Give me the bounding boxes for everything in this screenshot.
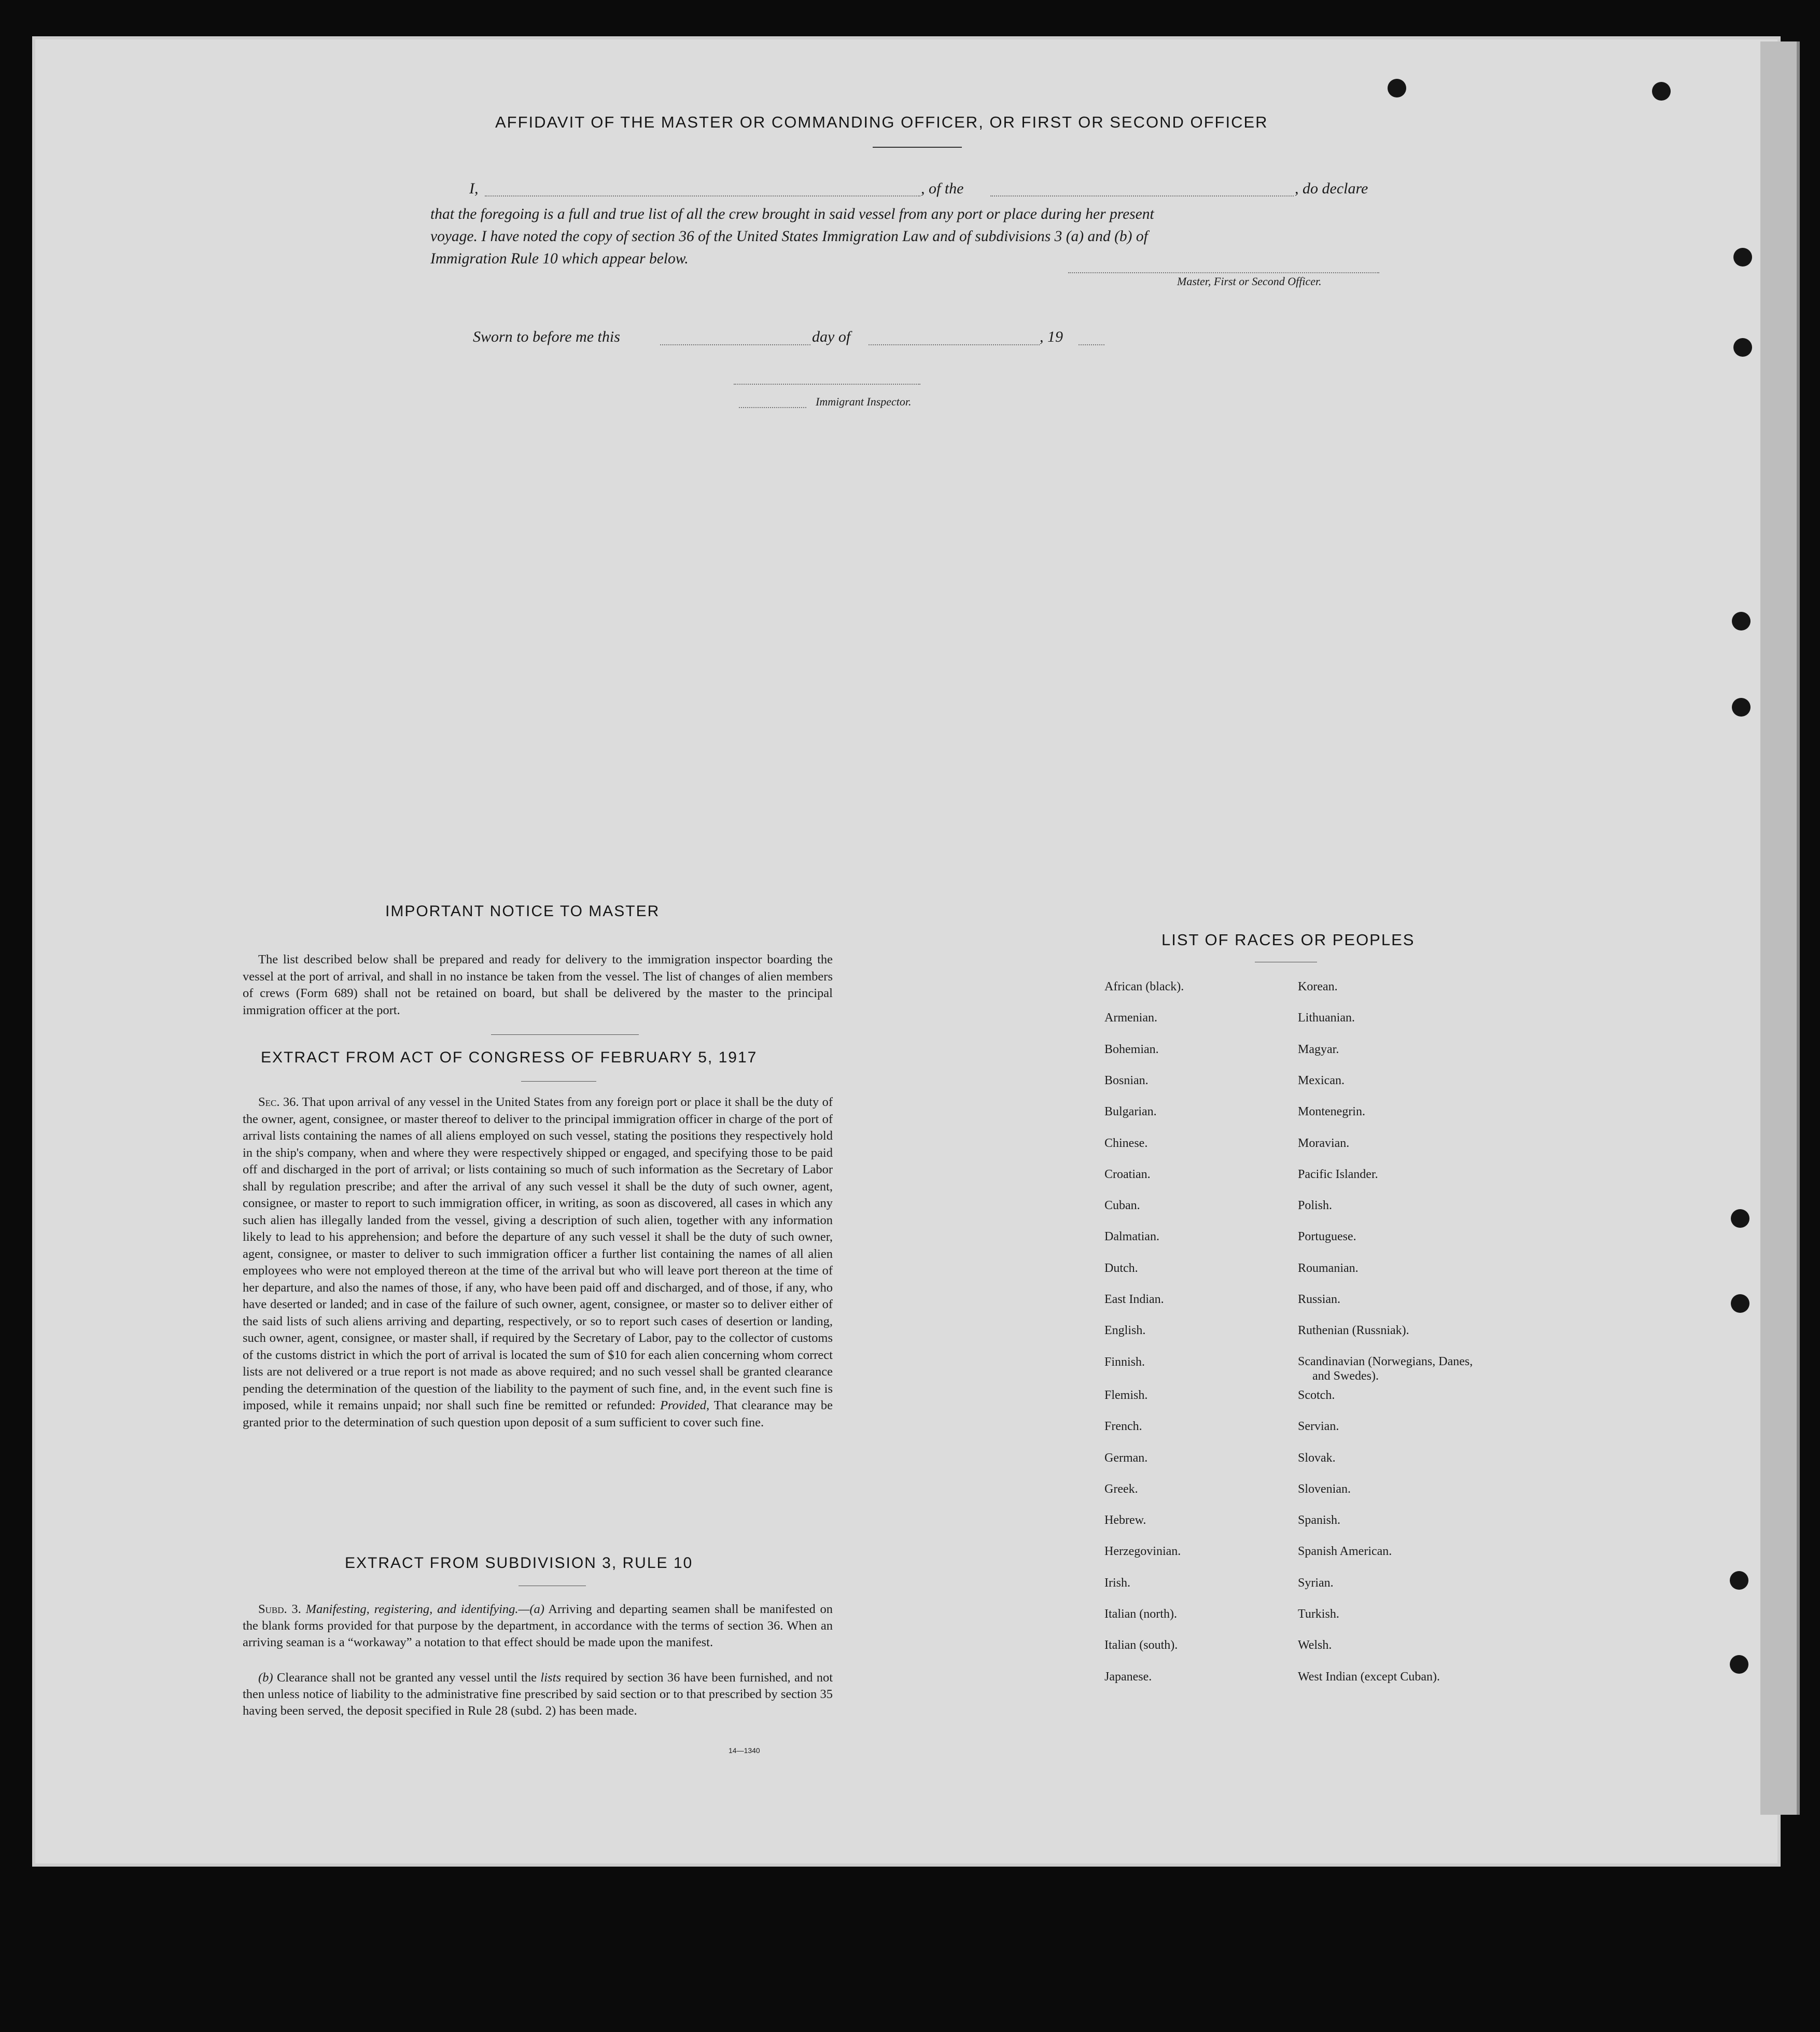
race-item-right: Servian.: [1298, 1420, 1339, 1434]
race-item-right: Ruthenian (Russniak).: [1298, 1324, 1409, 1338]
race-item-left: Armenian.: [1104, 1011, 1157, 1025]
race-item-right: Montenegrin.: [1298, 1105, 1365, 1119]
affidavit-title: AFFIDAVIT OF THE MASTER OR COMMANDING OFFICER, OR FIRST OR SECOND OFFICER: [495, 113, 1268, 131]
race-item-left: African (black).: [1104, 980, 1184, 993]
subd-heading: Manifesting, registering, and identifying.—(a): [305, 1602, 544, 1616]
race-item-right: Slovak.: [1298, 1451, 1336, 1465]
binder-hole: [1730, 1571, 1748, 1590]
subd-b-part-1: Clearance shall not be granted any vessel until the: [276, 1671, 537, 1685]
race-item-left: Bohemian.: [1104, 1042, 1159, 1056]
binder-hole: [1652, 82, 1671, 101]
inspector-label: Immigrant Inspector.: [816, 395, 912, 408]
race-item-right: Syrian.: [1298, 1576, 1334, 1590]
race-item-right: Slovenian.: [1298, 1482, 1351, 1496]
race-item-left: German.: [1104, 1451, 1148, 1465]
affidavit-of-the: , of the: [921, 180, 964, 197]
b-label: (b): [258, 1671, 273, 1685]
race-item-left: Dutch.: [1104, 1261, 1138, 1275]
race-item-right: Magyar.: [1298, 1042, 1339, 1056]
subd-a-body: Arriving and departing seamen shall be manifested on the blank forms provided for that purpose by the department, in accordance with the terms of section 36. When an arriving seaman is a “workaway” a notation to that effect should be made upon the manifest.: [243, 1602, 833, 1649]
subd-label: Subd. 3.: [258, 1602, 301, 1616]
affidavit-i: I,: [469, 180, 479, 197]
binder-hole: [1732, 698, 1751, 717]
race-item-left: Chinese.: [1104, 1136, 1148, 1150]
sworn-year-blank[interactable]: [1079, 344, 1104, 345]
race-item-left: Italian (north).: [1104, 1607, 1177, 1621]
race-item-left: Bulgarian.: [1104, 1105, 1157, 1119]
affidavit-line-2: that the foregoing is a full and true list of all the crew brought in said vessel from any port or place during her present: [430, 206, 1154, 222]
section-36-text: That upon arrival of any vessel in the United States from any foreign port or place it shall be the duty of the owner, agent, consignee, or master thereof to deliver to the principal immigration officer in charge of the port of arrival lists containing the names of all aliens employed on such vessel, stating the positions they respectively hold in the ship's company, when and where they were respectively shipped or engaged, and specifying those to be paid off and discharged in the port of arrival; or lists containing so much of such information as the Secretary of Labor shall by regulation prescribe; and after the arrival of any such vessel it shall be the duty of such owner, agent, consignee, or master to report to such immigration officer, in writing, as soon as discovered, all cases in which any such alien has illegally landed from the vessel, giving a description of such alien, together with any information likely to lead to his apprehension; and before the departure of any such vessel it shall be the duty of such owner, agent, consignee, or master to deliver to such immigration officer a further list containing the names of all alien employees who were not employed thereon at the time of the arrival but who will leave port thereon at the time of her departure, and also the names of those, if any, who have been paid off and discharged, and of those, if any, who have deserted or landed; and in case of the failure of such owner, agent, consignee, or master so to deliver either of the said lists of such aliens arriving and departing, respectively, or so to report such cases of desertion or landing, such owner, agent, consignee, or master shall, if required by the Secretary of Labor, pay to the collector of customs of the customs district in which the port of arrival is located the sum of $10 for each alien concerning whom correct lists are not delivered or a true report is not made as above required; and no such vessel shall be granted clearance pending the determination of the question of the liability to the payment of such fine, and, in the event such fine is imposed, while it remains unpaid; nor shall such fine be remitted or refunded:: [243, 1095, 833, 1412]
vessel-blank[interactable]: [990, 195, 1294, 197]
signature-label: Master, First or Second Officer.: [1177, 275, 1322, 288]
race-item-right: Welsh.: [1298, 1638, 1332, 1652]
races-title: LIST OF RACES OR PEOPLES: [1161, 931, 1415, 949]
race-item-left: English.: [1104, 1324, 1146, 1338]
subdivision-a-text: [243, 1601, 833, 1651]
race-item-left: Hebrew.: [1104, 1514, 1146, 1527]
name-blank[interactable]: [485, 195, 920, 197]
binder-hole: [1731, 1294, 1749, 1313]
sworn-day-of: day of: [812, 328, 851, 345]
race-item-right: Mexican.: [1298, 1073, 1345, 1087]
race-item-right: Russian.: [1298, 1293, 1341, 1306]
affidavit-line-4: Immigration Rule 10 which appear below.: [430, 250, 689, 267]
race-item-left: Greek.: [1104, 1482, 1138, 1496]
binder-hole: [1733, 248, 1752, 267]
race-item-left: Japanese.: [1104, 1670, 1152, 1684]
binder-hole: [1731, 1209, 1749, 1228]
race-item-right: Scotch.: [1298, 1388, 1335, 1402]
race-item-left: Bosnian.: [1104, 1073, 1149, 1087]
race-item-left: East Indian.: [1104, 1293, 1164, 1306]
subd-b-lists: lists: [540, 1671, 561, 1685]
race-item-right: Moravian.: [1298, 1136, 1350, 1150]
race-item-left: Dalmatian.: [1104, 1230, 1159, 1244]
binder-hole: [1732, 612, 1751, 630]
race-item-right: Polish.: [1298, 1199, 1333, 1213]
affidavit-line-3: voyage. I have noted the copy of section 36 of the United States Immigration Law and of subdivisions 3 (a) and (b) of: [430, 228, 1148, 245]
race-item-right: Pacific Islander.: [1298, 1167, 1378, 1181]
race-item-left: Cuban.: [1104, 1199, 1140, 1213]
race-item-left: Finnish.: [1104, 1355, 1145, 1369]
page-edge: [1760, 41, 1800, 1815]
race-item-right: Turkish.: [1298, 1607, 1339, 1621]
race-item-right: Roumanian.: [1298, 1261, 1359, 1275]
rule-extract-title: EXTRACT FROM SUBDIVISION 3, RULE 10: [345, 1554, 693, 1572]
provided-word: Provided,: [660, 1398, 710, 1412]
sworn-month-blank[interactable]: [869, 344, 1040, 345]
race-item-left: Croatian.: [1104, 1167, 1151, 1181]
race-item-right: West Indian (except Cuban).: [1298, 1670, 1440, 1684]
act-extract-title: EXTRACT FROM ACT OF CONGRESS OF FEBRUARY 5, 1917: [261, 1049, 758, 1066]
subd-b-part-2: required by section 36 have been furnished, and not then unless notice of liability to the administrative fine prescribed by said section or to that prescribed by section 35 having been served, the deposit specified in Rule 28 (subd. 2) has been made.: [243, 1671, 833, 1718]
notice-title: IMPORTANT NOTICE TO MASTER: [385, 903, 660, 920]
race-item-right: Lithuanian.: [1298, 1011, 1355, 1025]
race-item-left: Flemish.: [1104, 1388, 1148, 1402]
race-item-right: Spanish.: [1298, 1514, 1341, 1527]
sworn-prefix: Sworn to before me this: [473, 328, 620, 345]
binder-hole: [1733, 338, 1752, 357]
sworn-day-blank[interactable]: [660, 344, 810, 345]
binder-hole: [1388, 79, 1406, 97]
race-item-left: Irish.: [1104, 1576, 1130, 1590]
binder-hole: [1730, 1655, 1748, 1674]
inspector-signature-blank-2[interactable]: [739, 407, 806, 408]
section-36-label: Sec. 36.: [258, 1095, 299, 1109]
race-item-left: Herzegovinian.: [1104, 1545, 1181, 1559]
sworn-year: , 19: [1040, 328, 1063, 345]
race-item-right: Korean.: [1298, 980, 1338, 993]
race-item-right: Spanish American.: [1298, 1545, 1392, 1559]
race-item-right: Portuguese.: [1298, 1230, 1356, 1244]
affidavit-do-declare: , do declare: [1295, 180, 1368, 197]
subdivision-b-text: [243, 1670, 833, 1719]
race-item-left: French.: [1104, 1420, 1142, 1434]
notice-divider: [491, 1034, 639, 1035]
race-item-left: Italian (south).: [1104, 1638, 1178, 1652]
affidavit-title-underline: [873, 147, 962, 148]
race-item-right: Scandinavian (Norwegians, Danes, and Swedes).: [1298, 1354, 1473, 1383]
act-extract-text: [243, 1094, 833, 1431]
act-extract-underline: [521, 1081, 596, 1082]
section-36-text-end: That clearance may be granted prior to the determination of such question upon deposit of a sum sufficient to cover such fine.: [243, 1398, 833, 1430]
notice-text: The list described below shall be prepared and ready for delivery to the immigration inspector boarding the vessel at the port of arrival, and shall in no instance be taken from the vessel. The list of changes of alien members of crews (Form 689) shall not be retained on board, but shall be delivered by the master to the principal immigration officer at the port.: [243, 952, 833, 1017]
signature-blank[interactable]: [1068, 272, 1379, 273]
form-number: 14—1340: [729, 1746, 760, 1755]
inspector-signature-blank[interactable]: [734, 384, 920, 385]
